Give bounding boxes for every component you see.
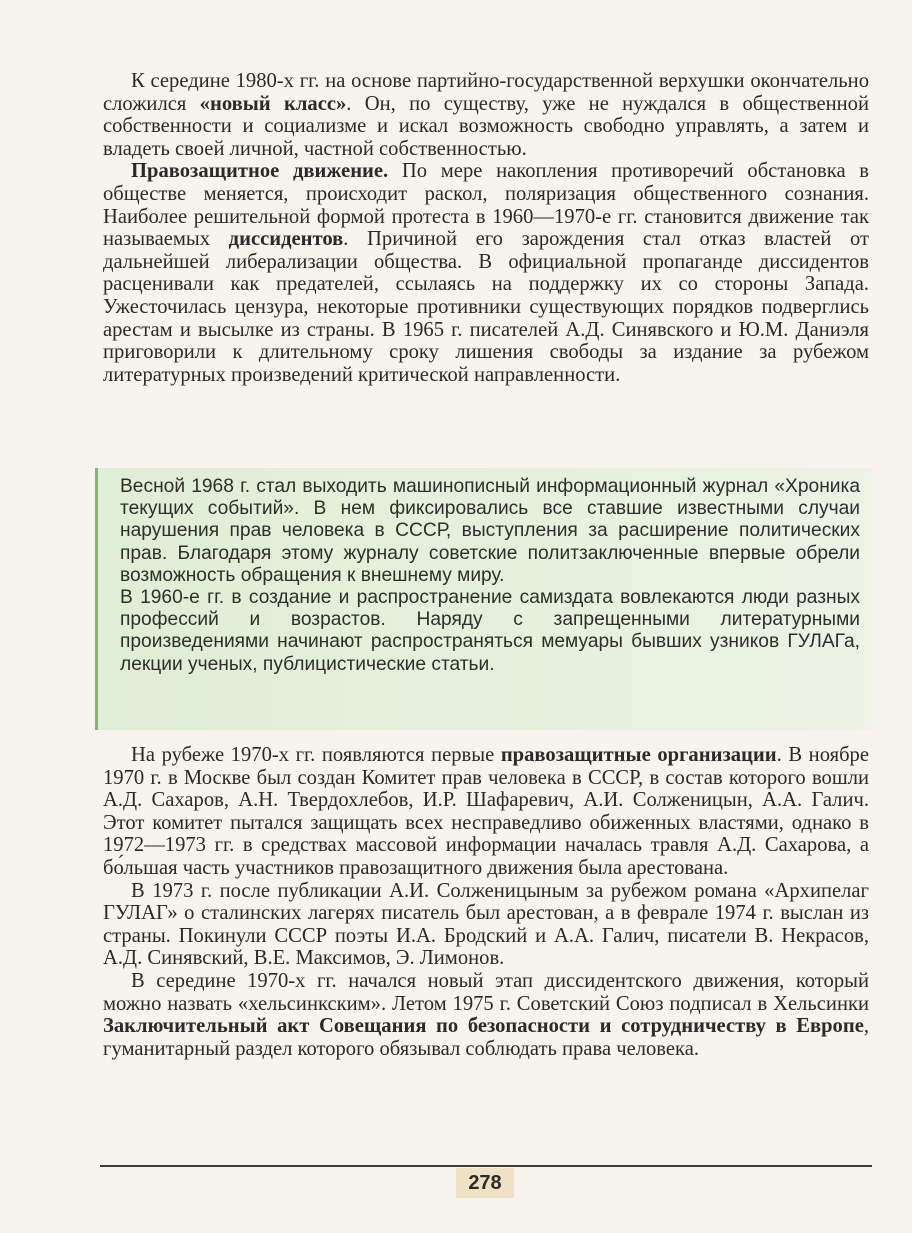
highlight-paragraph-samizdat: В 1960-е гг. в создание и распространение самиздата вовлекаются люди разных профессий и возрастов. Наряду с запрещенными литературными произведениями начинают распространяться мемуары бывших узников ГУЛАГа, лекции ученых, публицистические статьи. (120, 587, 860, 675)
term-rights-organizations: правозащитные организации (500, 744, 777, 766)
footer-rule (100, 1165, 872, 1167)
page-number: 278 (456, 1168, 514, 1198)
term-helsinki-act: Заключительный акт Совещания по безопасности и сотрудничеству в Европе (103, 1015, 864, 1038)
main-text-upper (103, 70, 869, 386)
paragraph-solzhenitsyn: В 1973 г. после публикации А.И. Солженицыным за рубежом романа «Архипелаг ГУЛАГ» о сталинских лагерях писатель был арестован, а в феврале 1974 г. выслан из страны. Покинули СССР поэты И.А. Бродский и А.А. Галич, писатели В. Некрасов, А.Д. Синявский, В.Е. Максимов, Э. Лимонов. (103, 879, 869, 970)
highlight-paragraph-chronicle: Весной 1968 г. стал выходить машинописный информационный журнал «Хроника текущих событий». В нем фиксировались все ставшие известными случаи нарушения прав человека в СССР, выступления за расширение политических прав. Благодаря этому журналу советские политзаключенные впервые обрели возможность обращения к внешнему миру. (120, 476, 860, 586)
main-text-lower (103, 744, 869, 1060)
paragraph-new-class: К середине 1980-х гг. на основе партийно-государственной верхушки окончательно сложился «новый класс». Он, по существу, уже не нуждался в общественной собственности и социализме и искал возможность свободно управлять, а затем и владеть своей личной, частной собственностью. (103, 70, 869, 160)
section-heading-human-rights: Правозащитное движение. (131, 160, 389, 183)
paragraph-rights-organizations: На рубеже 1970-х гг. появляются первые правозащитные организации. В ноябре 1970 г. в Москве был создан Комитет прав человека в СССР, в состав которого вошли А.Д. Сахаров, А.Н. Твердохлебов, И.Р. Шафаревич, А.И. Солженицын, А.А. Галич. Этот комитет пытался защищать всех несправедливо обиженных властями, однако в 1972—1973 гг. в средствах массовой информации началась травля А.Д. Сахарова, а бо́льшая часть участников правозащитного движения была арестована. (103, 744, 869, 879)
paragraph-helsinki: В середине 1970-х гг. начался новый этап диссидентского движения, который можно назвать «хельсинкским». Летом 1975 г. Советский Союз подписал в Хельсинки Заключительный акт Совещания по безопасности и сотрудничеству в Европе, гуманитарный раздел которого обязывал соблюдать права человека. (103, 969, 869, 1060)
paragraph-human-rights-movement: Правозащитное движение. По мере накопления противоречий обстановка в обществе меняется, происходит раскол, поляризация общественного сознания. Наиболее решительной формой протеста в 1960—1970-е гг. становится движение так называемых диссидентов. Причиной его зарождения стал отказ властей от дальнейшей либерализации общества. В официальной пропаганде диссидентов расценивали как предателей, ссылаясь на поддержку их со стороны Запада. Ужесточилась цензура, некоторые противники существующих порядков подверглись арестам и высылке из страны. В 1965 г. писателей А.Д. Синявского и Ю.М. Даниэля приговорили к длительному сроку лишения свободы за издание за рубежом литературных произведений критической направленности. (103, 160, 869, 386)
term-new-class: «новый класс» (199, 92, 347, 115)
term-dissidents: диссидентов (228, 228, 344, 251)
highlight-box (95, 468, 872, 730)
